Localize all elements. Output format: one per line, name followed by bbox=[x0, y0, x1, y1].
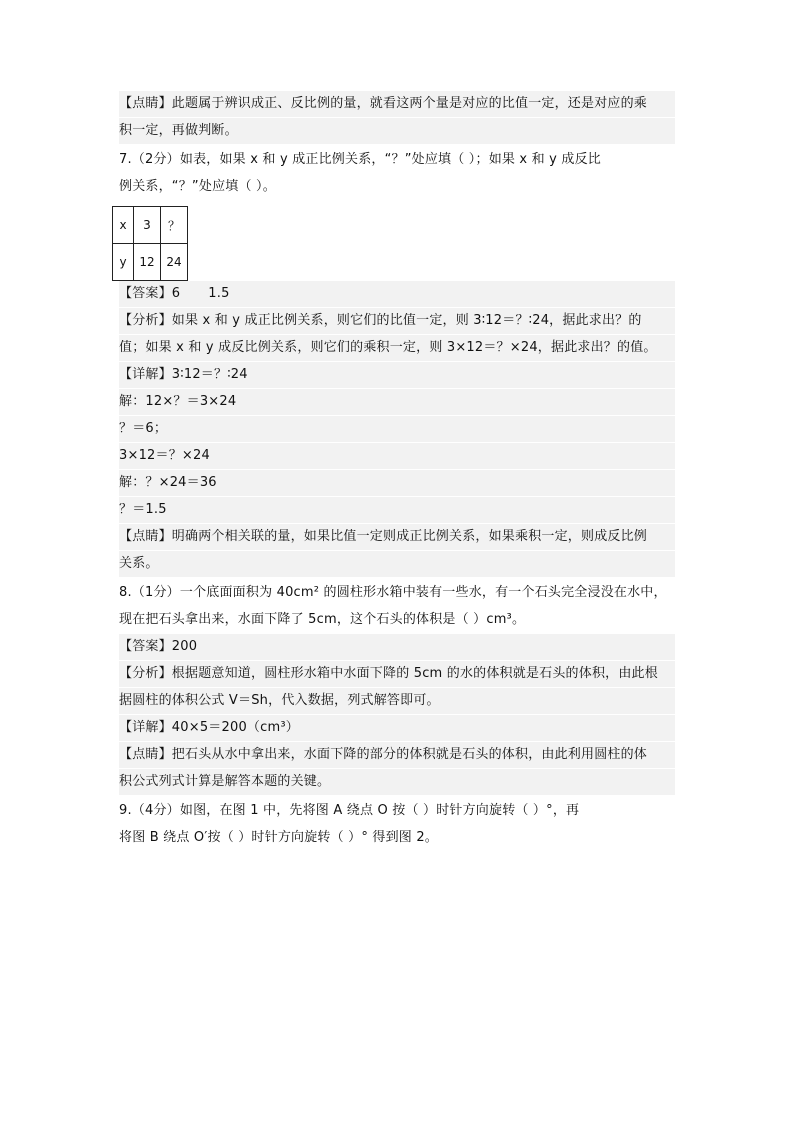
q7-question-line-1: 7.（2分）如表，如果 x 和 y 成正比例关系，“？”处应填（ ）；如果 x 和 y 成反比 bbox=[119, 152, 602, 167]
q6-tip-line-2: 积一定，再做判断。 bbox=[119, 118, 675, 144]
table-cell: ？ bbox=[161, 207, 188, 244]
table-cell: 3 bbox=[134, 207, 161, 244]
q7-detail-line-6: ？＝1.5 bbox=[119, 497, 675, 523]
q7-detail-line-2: 解：12×？＝3×24 bbox=[119, 389, 675, 415]
q7-tip-line-2: 关系。 bbox=[119, 551, 675, 577]
q7-answer-first: 【答案】6 bbox=[119, 286, 181, 301]
q7-detail-line-5: 解：？×24＝36 bbox=[119, 470, 675, 496]
table-cell: 24 bbox=[161, 244, 188, 281]
q9-question-line-1: 9.（4分）如图，在图 1 中，先将图 A 绕点 O 按（ ）时针方向旋转（ ）°，再 bbox=[119, 803, 580, 818]
table-cell: y bbox=[113, 244, 134, 281]
q6-tip-line-1: 【点睛】此题属于辨识成正、反比例的量，就看这两个量是对应的比值一定，还是对应的乘 bbox=[119, 91, 675, 117]
q7-answer-second: 1.5 bbox=[208, 286, 230, 301]
q7-tip-line-1: 【点睛】明确两个相关联的量，如果比值一定则成正比例关系，如果乘积一定，则成反比例 bbox=[119, 524, 675, 550]
q8-tip-line-2: 积公式列式计算是解答本题的关键。 bbox=[119, 769, 675, 795]
q8-tip-line-1: 【点睛】把石头从水中拿出来，水面下降的部分的体积就是石头的体积，由此利用圆柱的体 bbox=[119, 742, 675, 768]
table-row bbox=[113, 244, 188, 281]
q7-detail-line-3: ？＝6； bbox=[119, 416, 675, 442]
q8-answer: 【答案】200 bbox=[119, 634, 675, 660]
xy-table bbox=[112, 206, 188, 281]
q7-answer bbox=[119, 281, 675, 307]
q8-detail: 【详解】40×5＝200（cm³） bbox=[119, 715, 675, 741]
q8-question-line-2: 现在把石头拿出来，水面下降了 5cm，这个石头的体积是（ ）cm³。 bbox=[119, 612, 526, 627]
q7-analysis-line-1: 【分析】如果 x 和 y 成正比例关系，则它们的比值一定，则 3∶12＝？∶24，据此求出？的 bbox=[119, 308, 675, 334]
table-cell: x bbox=[113, 207, 134, 244]
table-row bbox=[113, 207, 188, 244]
q7-detail-line-1: 【详解】3∶12＝？∶24 bbox=[119, 362, 675, 388]
q8-analysis-line-1: 【分析】根据题意知道，圆柱形水箱中水面下降的 5cm 的水的体积就是石头的体积，由此根 bbox=[119, 661, 675, 687]
q7-analysis-line-2: 值；如果 x 和 y 成反比例关系，则它们的乘积一定，则 3×12＝？×24，据此求出？的值。 bbox=[119, 335, 675, 361]
q7-question-line-2: 例关系，“？”处应填（ ）。 bbox=[119, 179, 276, 194]
q7-detail-line-4: 3×12＝？×24 bbox=[119, 443, 675, 469]
table-cell: 12 bbox=[134, 244, 161, 281]
q8-analysis-line-2: 据圆柱的体积公式 V＝Sh，代入数据，列式解答即可。 bbox=[119, 688, 675, 714]
q9-question-line-2: 将图 B 绕点 O′按（ ）时针方向旋转（ ）° 得到图 2。 bbox=[119, 830, 438, 845]
q8-question-line-1: 8.（1分）一个底面面积为 40cm² 的圆柱形水箱中装有一些水，有一个石头完全浸没在水中， bbox=[119, 585, 667, 600]
